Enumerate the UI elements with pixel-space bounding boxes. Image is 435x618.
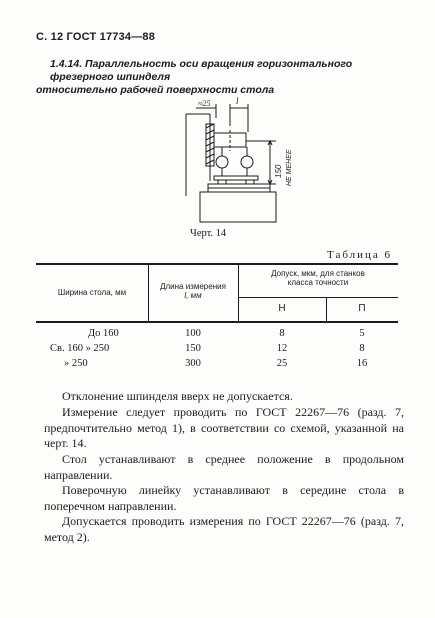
page-header: С. 12 ГОСТ 17734—88 xyxy=(36,31,156,43)
paragraph-text: Измерение следует проводить по ГОСТ 22267—76 (разд. 7, предпочтительно метод 1), в соответствии со схемой, указанной на черт. 14. xyxy=(44,405,404,450)
paragraph xyxy=(44,452,404,483)
row-length: 150 xyxy=(185,343,201,354)
indicator-right xyxy=(241,156,253,168)
row-length: 100 xyxy=(185,328,201,339)
paragraph-text: Поверочную линейку устанавливают в середине стола в поперечном направлении. xyxy=(44,483,404,513)
row-width: Св. 160 » 250 xyxy=(50,343,110,354)
paragraph-text: Допускается проводить измерения по ГОСТ 22267—76 (разд. 7, метод 2). xyxy=(44,514,404,544)
col-length-header-line2: l, мм xyxy=(184,291,202,300)
dim-top-right-label: l xyxy=(236,96,239,106)
paragraph xyxy=(44,514,404,545)
row-p: 16 xyxy=(356,358,368,369)
section-title-line2: относительно рабочей поверхности стола xyxy=(36,84,275,96)
dim-top-left-label: ≈25 xyxy=(198,99,211,108)
row-h: 8 xyxy=(279,328,285,339)
paragraph xyxy=(44,405,404,452)
table-header-bottom-rule xyxy=(36,321,398,323)
col-h-header: Н xyxy=(278,303,286,314)
dim-vertical-label: 150 xyxy=(274,164,283,178)
tolerance-table xyxy=(36,263,398,373)
row-h: 25 xyxy=(276,358,288,369)
col-length-header-line1: Длина измерения xyxy=(160,282,226,291)
row-length: 300 xyxy=(185,358,201,369)
straightedge xyxy=(214,176,258,180)
section-title xyxy=(36,58,405,97)
row-p: 8 xyxy=(359,343,365,354)
machine-base xyxy=(200,192,276,222)
table-label: Таблица 6 xyxy=(327,249,393,261)
figure-caption: Черт. 14 xyxy=(190,228,227,239)
row-width: До 160 xyxy=(88,328,119,339)
dim-vertical-note: НЕ МЕНЕЕ xyxy=(286,149,293,186)
col-tolerance-header-line1: Допуск, мкм, для станков xyxy=(271,269,365,278)
col-tolerance-header-line2: класса точности xyxy=(287,278,349,287)
table-top-rule xyxy=(36,263,398,265)
table-subheader-rule xyxy=(238,297,398,298)
indicator-left xyxy=(216,156,228,168)
paragraph-text: Отклонение шпинделя вверх не допускается. xyxy=(62,389,293,403)
measurement-scheme-drawing xyxy=(170,96,310,224)
row-p: 5 xyxy=(359,328,365,339)
section-number: 1.4.14. xyxy=(50,58,83,70)
paragraph xyxy=(44,389,404,405)
row-h: 12 xyxy=(276,343,288,354)
paragraph-text: Стол устанавливают в среднее положение в продольном направлении. xyxy=(44,452,404,482)
row-width: » 250 xyxy=(64,358,88,369)
section-title-line1: Параллельность оси вращения горизонтального фрезерного шпинделя xyxy=(50,58,353,83)
col-width-header: Ширина стола, мм xyxy=(57,288,127,297)
paragraph xyxy=(44,483,404,514)
col-p-header: П xyxy=(358,303,366,314)
col-tolerance-header xyxy=(238,269,398,287)
col-length-header xyxy=(148,282,238,300)
